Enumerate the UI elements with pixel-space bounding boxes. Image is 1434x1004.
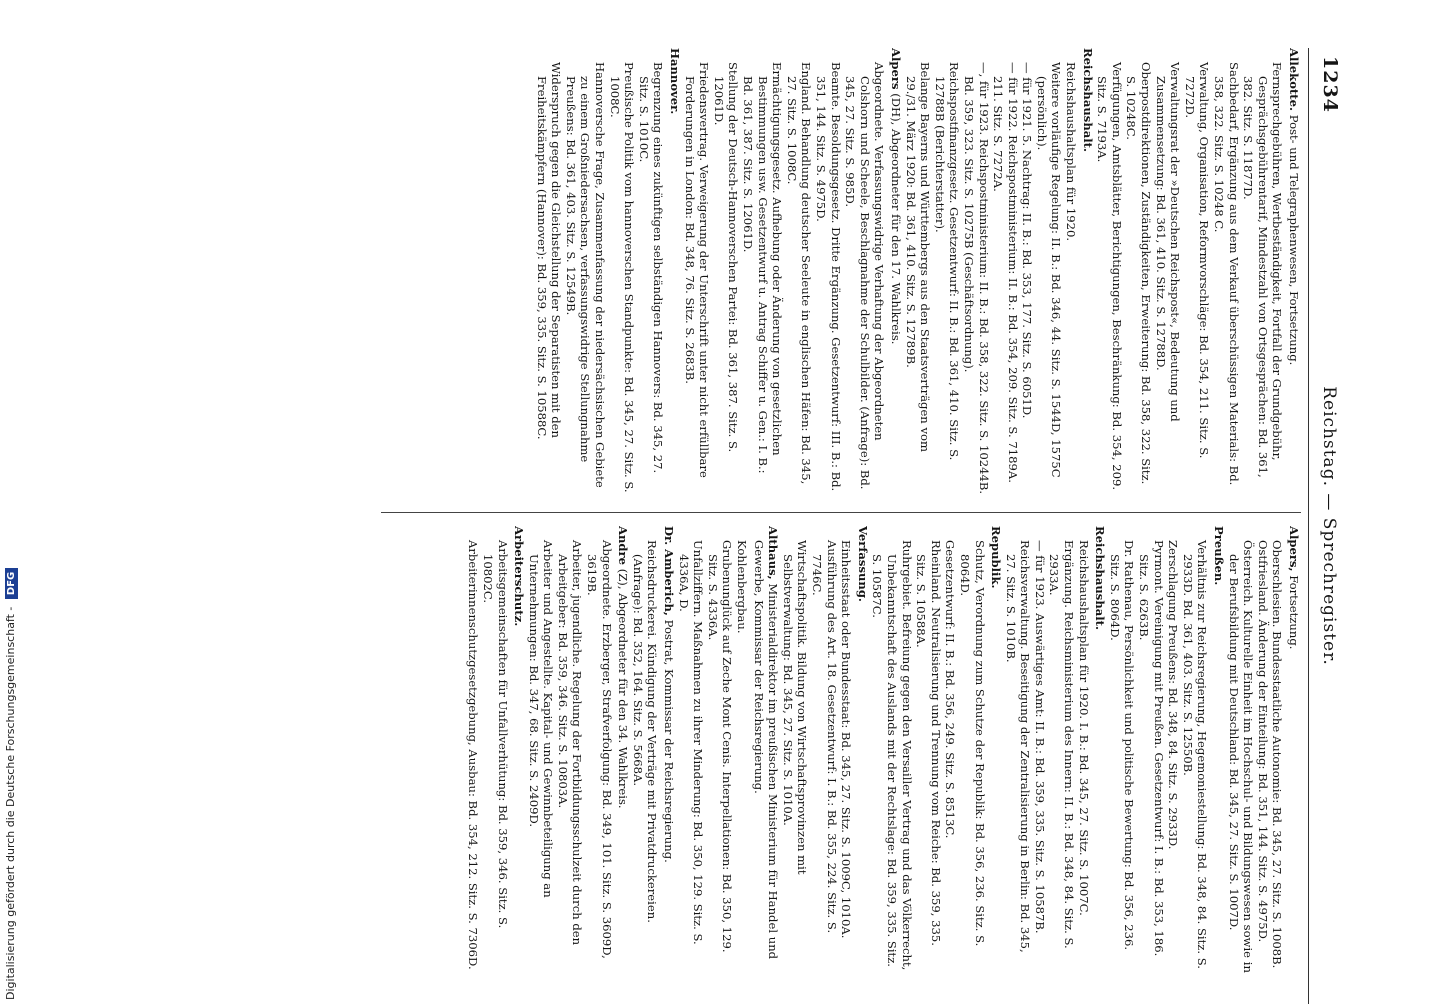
index-subentry xyxy=(784,48,813,496)
entry-text: Fernsprechgebühren, Wertbeständigkeit, Fortfall der Grundgebühr, Gesprächsgebührentarif, Mindestzahl von Ortsgesprächen: Bd. 361, 382. Sitz. S. 11877D. xyxy=(1241,62,1285,478)
entry-text: (DH), Abgeordneter für den 17. Wahlkreis. xyxy=(888,93,903,345)
entry-text: Schutz, Verordnung zum Schutze der Republik: Bd. 356, 236. Sitz. S. 8064D. xyxy=(957,540,987,947)
index-subentry xyxy=(636,48,665,496)
entry-text: Stellung der Deutsch-Hannoverschen Partei: Bd. 361, 387. Sitz. S. 12061D. xyxy=(711,62,741,453)
entry-text: Verfügungen, Amtsblätter, Berichtigungen, Beschränkung: Bd. 354, 209. Sitz. S. 7193A. xyxy=(1095,62,1124,491)
index-entry-heading xyxy=(855,526,870,974)
entry-text: Arbeiterinnenschutzgesetzgebung, Ausbau: Bd. 354, 212. Sitz. S. 7306D. xyxy=(466,540,481,970)
entry-text: Verwaltungsrat der »Deutschen Reichspost«, Bedeutung und Zusammensetzung: Bd. 361, 410. Sitz. S. 12788D. xyxy=(1153,62,1183,422)
entry-text: Ausführung des Art. 18. Gesetzentwurf: I. B.: Bd. 355, 224. Sitz. S. 7746C. xyxy=(810,540,839,934)
entry-text: Preußische Politik vom hannoverschen Standpunkte: Bd. 345, 27. Sitz. S. 1008C. xyxy=(607,62,637,493)
entry-text: Ruhrgebiet. Befreiung gegen den Versailler Vertrag und das Völkerrecht, Unbekanntschaft des Auslands mit der Rechtslage: Bd. 359, 335. Sitz. S. 10587C. xyxy=(870,540,914,971)
index-subentry xyxy=(1255,526,1270,974)
index-subentry xyxy=(1166,526,1181,974)
entry-head: Republik. xyxy=(989,526,1004,589)
entry-head: Alpers, xyxy=(1287,526,1301,572)
index-subentry xyxy=(1182,48,1211,496)
index-subentry xyxy=(630,526,659,974)
index-entry-heading xyxy=(512,526,527,974)
entry-text: Post- und Telegraphenwesen, Fortsetzung. xyxy=(1287,114,1301,366)
index-subentry xyxy=(914,526,943,974)
entry-text: Österreich. Kulturelle Einheit im Hochschul- und Bildungswesen sowie in der Berufsbildung mit Deutschland: Bd. 345, 27. Sitz. S. 1007D. xyxy=(1226,540,1256,973)
index-subentry xyxy=(1095,48,1124,496)
entry-text: Weitere vorläufige Regelung: II. B.: Bd. 346, 44. Sitz. S. 1544D, 1575C (persönlich). xyxy=(1034,62,1064,478)
entry-text: Verwaltung, Organisation, Reformvorschläge: Bd. 354, 211. Sitz. S. 7272D. xyxy=(1182,62,1212,459)
entry-head: Hannover. xyxy=(668,48,683,115)
index-subentry xyxy=(555,526,584,974)
index-subentry xyxy=(740,48,784,496)
entry-text: Verhältnis zur Reichsregierung, Hegemoniestellung: Bd. 348, 84. Sitz. S. 2933D. Bd. 361, 403. Sitz. S. 12550B. xyxy=(1180,540,1210,969)
page-number: 1234 xyxy=(1319,56,1341,113)
index-subentry xyxy=(957,526,986,974)
index-subentry xyxy=(961,48,990,496)
index-subentry xyxy=(607,48,636,496)
index-entry-heading xyxy=(1286,526,1301,974)
entry-text: Wirtschaftspolitik. Bildung von Wirtschaftsprovinzen mit Selbstverwaltung: Bd. 345, 27. Sitz. S. 1010A. xyxy=(780,540,810,875)
entry-text: (Z), Abgeordneter für den 34. Wahlkreis. xyxy=(616,568,631,809)
index-entry-heading xyxy=(1211,526,1226,974)
index-entry-heading xyxy=(989,526,1004,974)
entry-head: Reichshaushalt. xyxy=(1093,526,1108,631)
document-page xyxy=(87,48,1345,1004)
entry-head: Allekotte. xyxy=(1287,48,1301,112)
entry-text: Ermächtigungsgesetz. Aufhebung oder Änderung von gesetzlichen Bestimmungen usw. Gesetzentwurf u. Antrag Schiffer u. Gen.: I. B.: Bd. 361, 387. Sitz. S. 12061D. xyxy=(741,62,785,474)
entry-text: Arbeiter, jugendliche. Regelung der Fortbildungsschulzeit durch den Arbeitgeber: Bd. 359, 346. Sitz. S. 10803A. xyxy=(555,540,585,946)
entry-head: Reichshaushalt. xyxy=(1080,48,1095,153)
index-entry-heading xyxy=(667,48,682,496)
index-subentry xyxy=(1211,48,1240,496)
entry-text: Abgeordnete. Verfassungswidrige Verhaftung der Abgeordneten Colshorn und Scheele, Beschlagnahme der Schulbilder. (Anfrage): Bd. 345, 27. Sitz. S. 985D. xyxy=(843,62,887,490)
index-subentry xyxy=(466,526,481,974)
entry-text: — für 1923. Auswärtiges Amt: II. B.: Bd. 359, 335. Sitz. S. 10587B. xyxy=(1032,540,1047,934)
entry-text: England. Behandlung deutscher Seeleute in englischen Häfen: Bd. 345, 27. Sitz. S. 1008C. xyxy=(784,62,814,485)
index-subentry xyxy=(1124,48,1153,496)
entry-text: Reichsverwaltung. Beseitigung der Zentralisierung in Berlin: Bd. 345, 27. Sitz. S. 1010B. xyxy=(1003,540,1033,953)
entry-text: Reichsdruckerei. Kündigung der Verträge mit Privatdruckereien. (Anfrage): Bd. 352, 164. Sitz. S. 5668A. xyxy=(630,540,660,923)
index-subentry xyxy=(1032,526,1047,974)
index-subentry xyxy=(563,48,607,496)
entry-text: Friedensvertrag. Verweigerung der Unterschrift unter nicht erfüllbare Forderungen in London: Bd. 348, 76. Sitz. S. 2683B. xyxy=(682,62,712,478)
index-subentry xyxy=(839,526,854,974)
index-subentry xyxy=(1153,48,1182,496)
index-subentry xyxy=(1003,526,1032,974)
index-entry-heading xyxy=(888,48,903,496)
index-subentry xyxy=(1107,526,1136,974)
index-subentry xyxy=(480,526,509,974)
index-subentry xyxy=(705,526,734,974)
index-subentry xyxy=(711,48,740,496)
entry-text: —, für 1923. Reichspostministerium: II. B.: Bd. 358, 322. Sitz. S. 10244B. Bd. 359, 323. Sitz. S. 10275B (Geschäftsordnung). xyxy=(961,62,991,495)
index-entry-heading xyxy=(1286,48,1301,496)
index-subentry xyxy=(780,526,809,974)
entry-text: Abgeordnete. Erzberger, Strafverfolgung: Bd. 349, 101. Sitz. S. 3609D, 3619B. xyxy=(585,540,614,959)
entry-head: Verfassung. xyxy=(855,526,870,602)
entry-text: Arbeiter und Angestellte. Kapital- und Gewinnbeteiligung an Unternehmungen: Bd. 347, 68. Sitz. S. 2409D. xyxy=(526,540,556,898)
index-subentry xyxy=(870,526,914,974)
index-subentry xyxy=(1136,526,1165,974)
page-header xyxy=(1308,48,1345,1004)
index-subentry xyxy=(676,526,705,974)
entry-text: Beamte. Besoldungsgesetz. Dritte Ergänzung. Gesetzentwurf: III. B.: Bd. 351, 144. Sitz. S. 4975D. xyxy=(814,62,843,492)
entry-text: Ministerialdirektor im preußischen Ministerium für Handel und Gewerbe, Kommissar der Reichsregierung. xyxy=(751,540,781,960)
entry-text: Widerspruch gegen die Gleichstellung der Separatisten mit den Freiheitskämpfern (Hannover): Bd. 359, 335. Sitz. S. 10588C. xyxy=(534,62,564,440)
entry-text: Kohlenbergbau. xyxy=(735,540,750,634)
index-subentry xyxy=(991,48,1020,496)
index-subentry xyxy=(809,526,838,974)
entry-text: Begrenzung eines zukünftigen selbständigen Hannovers: Bd. 345, 27. Sitz. S. 1010C. xyxy=(636,62,666,474)
index-subentry xyxy=(813,48,842,496)
entry-head: Alpers xyxy=(888,48,903,90)
entry-text: Belange Bayerns und Württembergs aus den Staatsverträgen vom 29./31. März 1920: Bd. 361, 410. Sitz. S. 12789B. xyxy=(903,62,933,452)
entry-text: — für 1922. Reichspostministerium: II. B.: Bd. 354, 209. Sitz. S. 7189A. 211. Sitz. S. 7272A. xyxy=(991,62,1020,483)
entry-text: Postrat, Kommissar der Reichsregierung. xyxy=(662,619,677,863)
entry-head: Andre xyxy=(616,526,631,566)
entry-text: Reichshaushaltsplan für 1920. I. B.: Bd. 345, 27. Sitz. S. 1007C. xyxy=(1076,540,1091,916)
left-column xyxy=(106,48,1301,496)
entry-text: Zerschlagung Preußens: Bd. 348, 84. Sitz. S. 2933D. xyxy=(1166,540,1181,850)
index-subentry xyxy=(903,48,932,496)
index-subentry xyxy=(1180,526,1209,974)
entry-text: Oberpostdirektionen, Zuständigkeiten, Erweiterung: Bd. 358, 322. Sitz. S. 10248C. xyxy=(1124,62,1154,485)
index-subentry xyxy=(932,48,961,496)
entry-head: Arbeiterschutz. xyxy=(512,526,527,627)
index-subentry xyxy=(1270,526,1285,974)
entry-text: Einheitsstaat oder Bundesstaat: Bd. 345, 27. Sitz. S. 1009C, 1010A. xyxy=(839,540,854,939)
index-entry-heading xyxy=(1080,48,1095,496)
entry-text: Ostfriesland. Änderung der Einteilung: Bd. 351, 144. Sitz. S. 4975D. xyxy=(1255,540,1270,943)
entry-head: Althaus, xyxy=(766,526,781,580)
entry-text: Oberschlesien. Bundesstaatliche Autonomie: Bd. 345, 27. Sitz. S. 1008B. xyxy=(1270,540,1285,969)
index-subentry xyxy=(526,526,555,974)
entry-text: Rheinland. Neutralisierung und Trennung vom Reiche: Bd. 359, 335. Sitz. S. 10588A. xyxy=(914,540,943,946)
entry-head: Dr. Amberich, xyxy=(662,526,677,616)
index-subentry xyxy=(682,48,711,496)
index-subentry xyxy=(1047,526,1076,974)
credit-text: Digitalisierung gefördert durch die Deutsche Forschungsgemeinschaft - xyxy=(4,606,17,1000)
digitization-credit xyxy=(4,0,18,1000)
index-subentry xyxy=(734,526,749,974)
index-subentry xyxy=(1034,48,1063,496)
entry-text: Grubenunglück auf Zeche Mont Cenis. Interpellationen: Bd. 350, 129. Sitz. S. 4336A. xyxy=(705,540,735,953)
entry-text: Reichspostfinanzgesetz. Gesetzentwurf: II. B.: Bd. 361, 410. Sitz. S. 12788B (Berichterstatter). xyxy=(932,62,962,461)
entry-text: Reichshaushaltsplan für 1920. xyxy=(1064,62,1079,242)
entry-text: Arbeitsgemeinschaften für Unfallverhütung: Bd. 359, 346. Sitz. S. 10802C. xyxy=(480,540,510,929)
right-column xyxy=(106,526,1301,974)
index-subentry xyxy=(1241,48,1285,496)
index-entry-heading xyxy=(1093,526,1108,974)
entry-head: Preußen. xyxy=(1212,526,1227,586)
entry-text: Dr. Rathenau, Persönlichkeit und politische Bewertung: Bd. 356, 236. Sitz. S. 8064D. xyxy=(1107,540,1137,951)
running-head: Reichstag. — Sprechregister. xyxy=(1319,386,1339,666)
column-divider xyxy=(381,512,1301,513)
index-subentry xyxy=(843,48,887,496)
index-subentry xyxy=(534,48,563,496)
dfg-logo: DFG xyxy=(5,568,18,599)
index-subentry xyxy=(1076,526,1091,974)
entry-text: Fortsetzung. xyxy=(1287,575,1301,650)
index-entry-heading xyxy=(616,526,631,974)
entry-text: Hannoversche Frage, Zusammenfassung der niedersächsischen Gebiete zu einem Großniedersachsen, verfassungswidrige Stellungnahme Preußens: Bd. 361, 403. Sitz. S. 12549B. xyxy=(563,62,608,488)
index-subentry xyxy=(1226,526,1255,974)
entry-text: Ergänzung. Reichsministerium des Innern: II. B.: Bd. 348, 84. Sitz. S. 2933A. xyxy=(1047,540,1077,949)
entry-text: Unfallziffern. Maßnahmen zu ihrer Minderung: Bd. 350, 129. Sitz. S. 4336A, D. xyxy=(676,540,706,945)
index-subentry xyxy=(943,526,958,974)
entry-text: Pyrmont. Vereinigung mit Preußen. Gesetzentwurf: I. B.: Bd. 353, 186. Sitz. S. 6263B. xyxy=(1137,540,1166,957)
entry-text: Sachbedarf, Ergänzung aus dem Verkauf überschüssigen Materials: Bd. 358, 322. Sitz. S. 10248 C. xyxy=(1212,62,1241,486)
index-entry-heading xyxy=(661,526,676,974)
index-subentry xyxy=(1064,48,1079,496)
entry-text: Gesetzentwurf: II. B.: Bd. 356, 249. Sitz. S. 8513C. xyxy=(943,540,958,839)
index-subentry xyxy=(585,526,614,974)
index-entry-heading xyxy=(751,526,780,974)
entry-text: — für 1921. 5. Nachtrag: II. B.: Bd. 353, 177. Sitz. S. 6051D. xyxy=(1020,62,1035,419)
index-subentry xyxy=(1020,48,1035,496)
